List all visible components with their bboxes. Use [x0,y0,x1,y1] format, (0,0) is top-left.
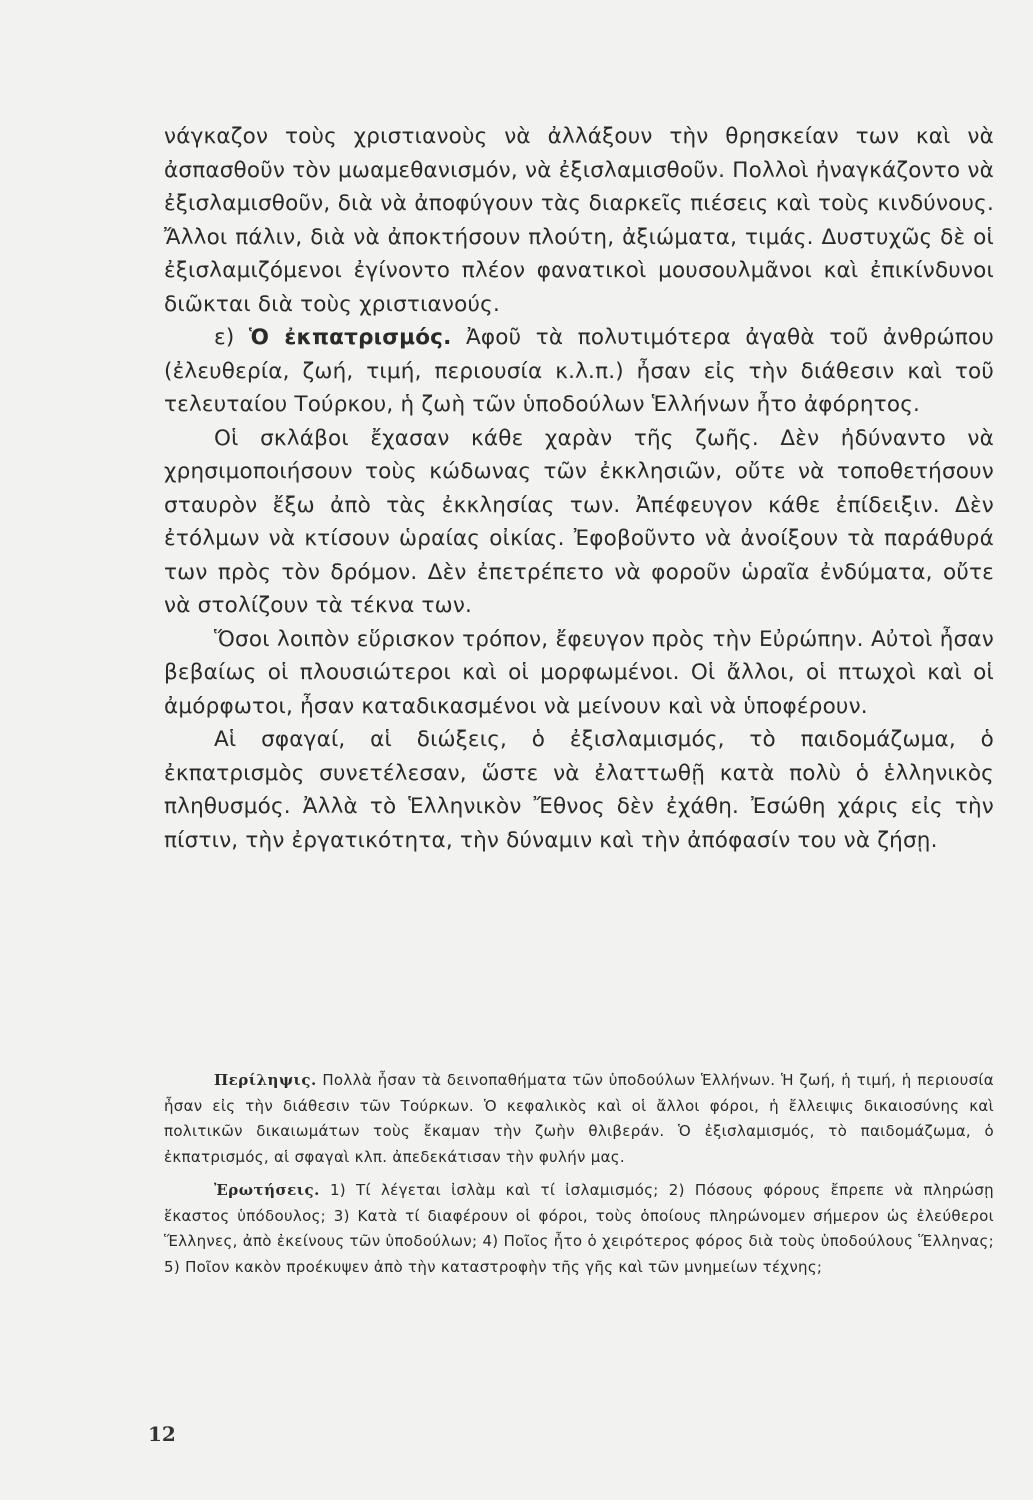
section-e-paragraph [164,321,994,422]
questions-label: Ἐρωτήσεις. [214,1181,320,1199]
summary-text: Πολλὰ ἦσαν τὰ δεινοπαθήματα τῶν ὑποδούλων Ἑλλήνων. Ἡ ζωή, ἡ τιμή, ἡ περιουσία ἦσαν εἰς τὴν διάθεσιν τῶν Τούρκων. Ὁ κεφαλικὸς καὶ οἱ ἄλλοι φόροι, ἡ ἔλλειψις δικαιοσύνης καὶ πολιτικῶν δικαιωμάτων τοὺς ἔκαμαν τὴν ζωὴν θλιβεράν. Ὁ ἐξισλαμισμός, τὸ παιδομάζωμα, ὁ ἐκπατρισμός, αἱ σφαγαὶ κλπ. ἀπεδεκάτισαν τὴν φυλήν μας. [164,1071,994,1166]
main-text-block [164,120,994,857]
nation-paragraph: Αἱ σφαγαί, αἱ διώξεις, ὁ ἐξισλαμισμός, τὸ παιδομάζωμα, ὁ ἐκπατρισμὸς συνετέλεσαν, ὥστε νὰ ἐλαττωθῇ κατὰ πολὺ ὁ ἑλληνικὸς πληθυσμός. Ἀλλὰ τὸ Ἑλληνικὸν Ἔθνος δὲν ἐχάθη. Ἐσώθη χάρις εἰς τὴν πίστιν, τὴν ἐργατικότητα, τὴν δύναμιν καὶ τὴν ἀπόφασίν του νὰ ζήσῃ. [164,727,994,853]
slaves-paragraph: Οἱ σκλάβοι ἔχασαν κάθε χαρὰν τῆς ζωῆς. Δὲν ἠδύναντο νὰ χρησιμοποιήσουν τοὺς κώδωνας τῶν ἐκκλησιῶν, οὔτε νὰ τοποθετήσουν σταυρὸν ἔξω ἀπὸ τὰς ἐκκλησίας των. Ἀπέφευγον κάθε ἐπίδειξιν. Δὲν ἐτόλμων νὰ κτίσουν ὡραίας οἰκίας. Ἐφοβοῦντο νὰ ἀνοίξουν τὰ παράθυρά των πρὸς τὸν δρόμον. Δὲν ἐπετρέπετο νὰ φοροῦν ὡραῖα ἐνδύματα, οὔτε νὰ στολίζουν τὰ τέκνα των. [164,425,994,618]
europe-paragraph: Ὅσοι λοιπὸν εὕρισκον τρόπον, ἔφευγον πρὸς τὴν Εὐρώπην. Αὐτοὶ ἦσαν βεβαίως οἱ πλουσιώτεροι καὶ οἱ μορφωμένοι. Οἱ ἄλλοι, οἱ πτωχοὶ καὶ οἱ ἀμόρφωτοι, ἦσαν καταδικασμένοι νὰ μείνουν καὶ νὰ ὑποφέρουν. [164,626,994,719]
questions-text: 1) Τί λέγεται ἰσλὰμ καὶ τί ἰσλαμισμός; 2) Πόσους φόρους ἔπρεπε νὰ πληρώσῃ ἕκαστος ὑπόδουλος; 3) Κατὰ τί διαφέρουν οἱ φόροι, τοὺς ὁποίους πληρώνομεν σήμερον ὡς ἐλεύθεροι Ἕλληνες, ἀπὸ ἐκείνους τῶν ὑποδούλων; 4) Ποῖος ἦτο ὁ χειρότερος φόρος διὰ τοὺς ὑποδούλους Ἕλληνας; 5) Ποῖον κακὸν προέκυψεν ἀπὸ τὴν καταστροφὴν τῆς γῆς καὶ τῶν μνημείων τέχνης; [164,1181,994,1276]
section-e-title: Ὁ ἐκπατρισμός. [248,325,452,350]
section-e-label: ε) [214,325,235,350]
summary-paragraph [164,1068,994,1170]
summary-block [164,1068,994,1280]
page-number: 12 [148,1422,176,1446]
opening-paragraph: νάγκαζον τοὺς χριστιανοὺς νὰ ἀλλάξουν τὴν θρησκείαν των καὶ νὰ ἀσπασθοῦν τὸν μωαμεθανισμόν, νὰ ἐξισλαμισθοῦν. Πολλοὶ ἠναγκάζοντο νὰ ἐξισλαμισθοῦν, διὰ νὰ ἀποφύγουν τὰς διαρκεῖς πιέσεις καὶ τοὺς κινδύνους. Ἄλλοι πάλιν, διὰ νὰ ἀποκτήσουν πλούτη, ἀξιώματα, τιμάς. Δυστυχῶς δὲ οἱ ἐξισλαμιζόμενοι ἐγίνοντο πλέον φανατικοὶ μουσουλμᾶνοι καὶ ἐπικίνδυνοι διῶκται διὰ τοὺς χριστιανούς. [164,124,994,317]
section-e-text: Ἀφοῦ τὰ πολυτιμότερα ἀγαθὰ τοῦ ἀνθρώπου (ἐλευθερία, ζωή, τιμή, περιουσία κ.λ.π.) ἦσαν εἰς τὴν διάθεσιν καὶ τοῦ τελευταίου Τούρκου, ἡ ζωὴ τῶν ὑποδούλων Ἑλλήνων ἦτο ἀφόρητος. [164,325,994,417]
questions-paragraph [164,1178,994,1280]
summary-label: Περίληψις. [214,1071,317,1089]
